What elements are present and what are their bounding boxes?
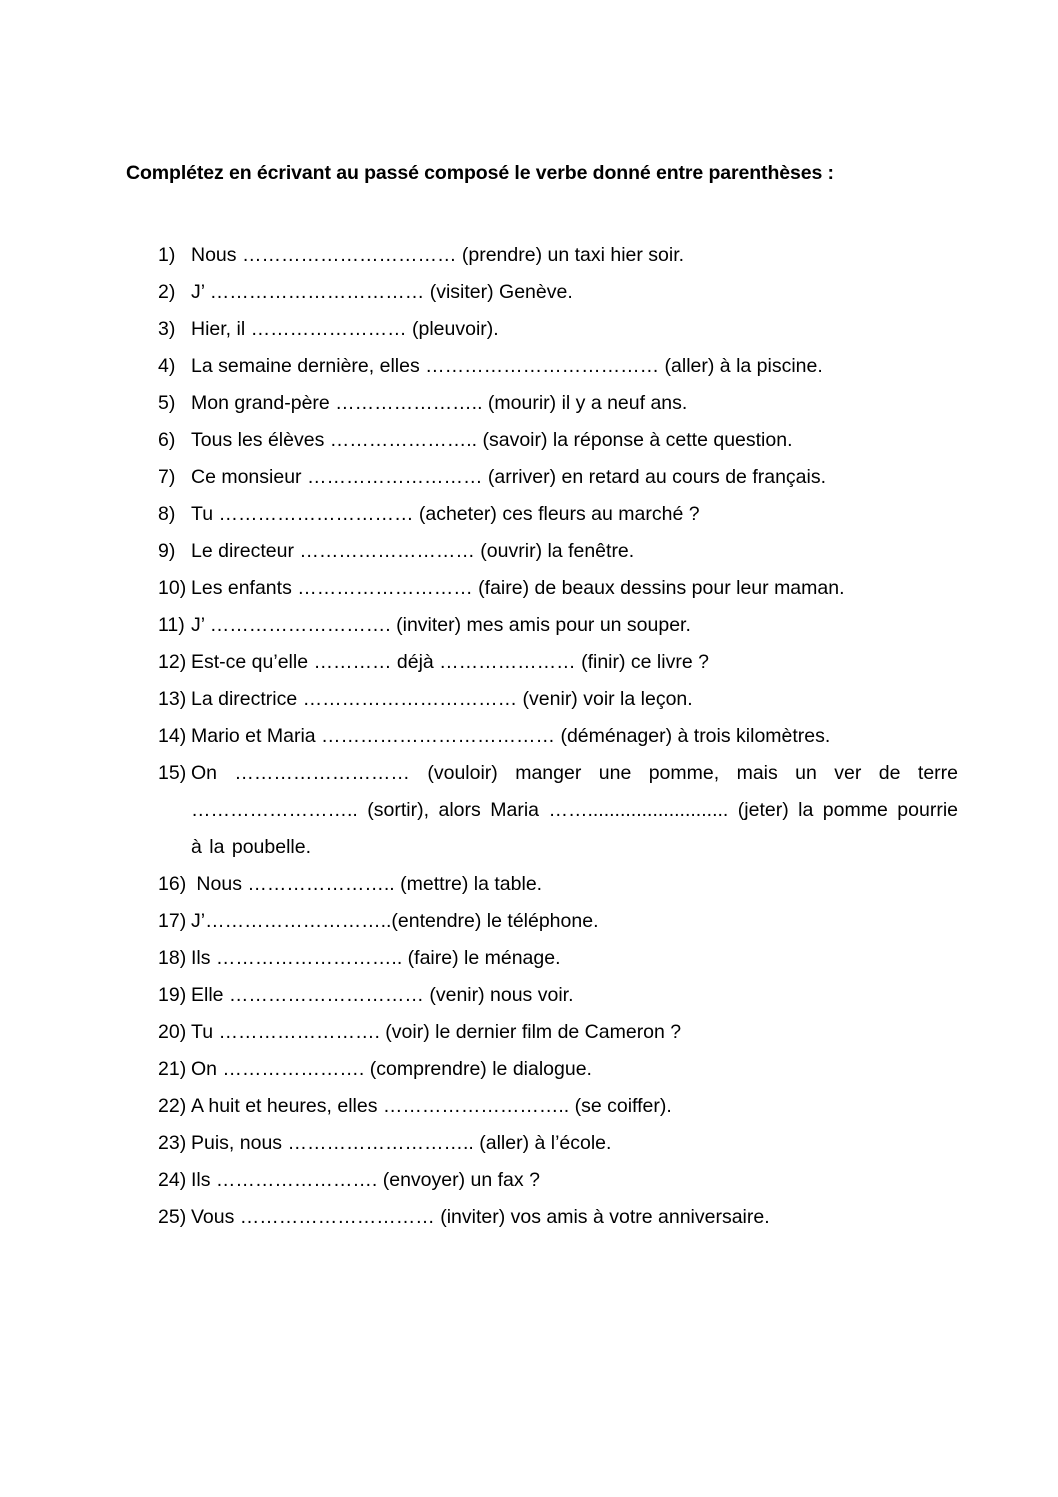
exercise-item <box>158 1088 958 1125</box>
item-number: 18) <box>158 947 187 969</box>
exercise-item <box>158 903 958 940</box>
item-number: 16) <box>158 873 187 895</box>
exercise-item <box>158 1125 958 1162</box>
exercise-item <box>158 681 958 718</box>
exercise-item <box>158 1051 958 1088</box>
item-number: 9) <box>158 540 176 562</box>
item-number: 10) <box>158 577 187 599</box>
item-text: Nous …………………………… (prendre) un taxi hier soir. <box>191 244 685 266</box>
item-text: Ils ……………………….. (faire) le ménage. <box>191 947 561 969</box>
exercise-item <box>158 348 958 385</box>
item-text: Nous ………………….. (mettre) la table. <box>191 873 543 895</box>
item-number: 22) <box>158 1095 187 1117</box>
item-text: La directrice …………………………… (venir) voir la leçon. <box>191 688 693 710</box>
item-number: 11) <box>158 614 185 636</box>
exercise-item <box>158 755 958 866</box>
item-text: Vous ………………………… (inviter) vos amis à votre anniversaire. <box>191 1206 770 1228</box>
exercise-item <box>158 718 958 755</box>
exercise-item <box>158 1014 958 1051</box>
item-number: 25) <box>158 1206 187 1228</box>
exercise-item <box>158 1162 958 1199</box>
item-text: On …………………. (comprendre) le dialogue. <box>191 1058 592 1080</box>
item-text: Tu ………………………… (acheter) ces fleurs au marché ? <box>191 503 700 525</box>
item-number: 24) <box>158 1169 187 1191</box>
item-number: 17) <box>158 910 187 932</box>
exercise-item <box>158 940 958 977</box>
exercise-item <box>158 311 958 348</box>
exercise-item <box>158 533 958 570</box>
item-text: Le directeur ……………………… (ouvrir) la fenêtre. <box>191 540 635 562</box>
item-text: La semaine dernière, elles ……………………………… (aller) à la piscine. <box>191 355 823 377</box>
exercise-list <box>158 237 958 1236</box>
exercise-item <box>158 644 958 681</box>
item-text: Mon grand-père ………………….. (mourir) il y a neuf ans. <box>191 392 688 414</box>
item-number: 20) <box>158 1021 187 1043</box>
item-number: 5) <box>158 392 176 414</box>
item-number: 1) <box>158 244 176 266</box>
item-number: 4) <box>158 355 176 377</box>
item-text: Hier, il …………………… (pleuvoir). <box>191 318 499 340</box>
item-text: On ……………………… (vouloir) manger une pomme, mais un ver de terre …………………….. (sortir), alors Maria …….......................... (jeter) la pomme pourrie à la poubelle. <box>191 762 958 858</box>
item-number: 8) <box>158 503 176 525</box>
exercise-item <box>158 1199 958 1236</box>
item-text: Elle ………………………… (venir) nous voir. <box>191 984 574 1006</box>
exercise-item <box>158 237 958 274</box>
item-text: Tu ……………………. (voir) le dernier film de Cameron ? <box>191 1021 682 1043</box>
exercise-item <box>158 274 958 311</box>
item-number: 23) <box>158 1132 187 1154</box>
exercise-item <box>158 385 958 422</box>
item-number: 6) <box>158 429 176 451</box>
item-text: J’ ………………………. (inviter) mes amis pour un souper. <box>191 614 691 636</box>
exercise-item <box>158 422 958 459</box>
exercise-item <box>158 866 958 903</box>
item-number: 12) <box>158 651 187 673</box>
item-text: Puis, nous ……………………….. (aller) à l’école. <box>191 1132 612 1154</box>
item-text: Ce monsieur ……………………… (arriver) en retard au cours de français. <box>191 466 827 488</box>
item-number: 7) <box>158 466 176 488</box>
page-title: Complétez en écrivant au passé composé le verbe donné entre parenthèses : <box>126 162 834 184</box>
item-text: Ils ……………………. (envoyer) un fax ? <box>191 1169 540 1191</box>
exercise-item <box>158 977 958 1014</box>
item-number: 15) <box>158 762 187 784</box>
item-text: J’ …………………………… (visiter) Genève. <box>191 281 573 303</box>
exercise-item <box>158 459 958 496</box>
item-text: Tous les élèves ………………….. (savoir) la réponse à cette question. <box>191 429 793 451</box>
exercise-item <box>158 496 958 533</box>
item-number: 13) <box>158 688 187 710</box>
exercise-item <box>158 570 958 607</box>
item-text: Est-ce qu’elle ………… déjà ………………… (finir) ce livre ? <box>191 651 709 673</box>
item-text: Mario et Maria ……………………………… (déménager) à trois kilomètres. <box>191 725 831 747</box>
item-number: 19) <box>158 984 187 1006</box>
item-text: Les enfants ……………………… (faire) de beaux dessins pour leur maman. <box>191 577 845 599</box>
item-number: 21) <box>158 1058 187 1080</box>
item-text: A huit et heures, elles ……………………….. (se coiffer). <box>191 1095 672 1117</box>
exercise-item <box>158 607 958 644</box>
item-text: J’………………………..(entendre) le téléphone. <box>191 910 599 932</box>
item-number: 3) <box>158 318 176 340</box>
item-number: 2) <box>158 281 176 303</box>
item-number: 14) <box>158 725 187 747</box>
